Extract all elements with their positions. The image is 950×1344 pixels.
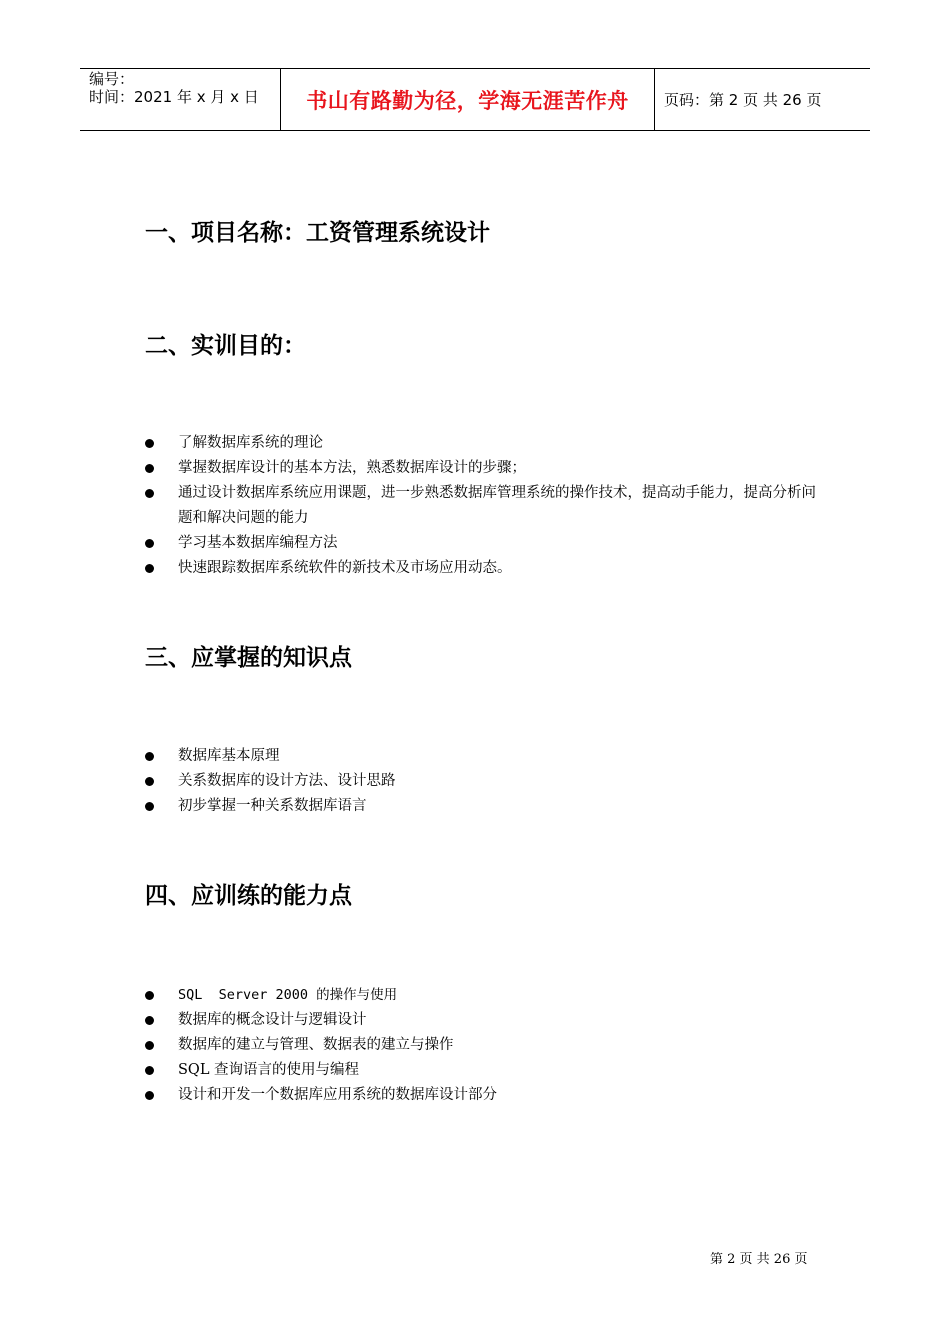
header-meta-cell [80, 69, 281, 130]
section-heading-training-goals: 二、实训目的： [145, 333, 306, 359]
knowledge-points-list [145, 744, 825, 819]
bullet-icon [145, 1091, 154, 1100]
list-item: 快速跟踪数据库系统软件的新技术及市场应用动态。 [145, 556, 825, 581]
section-heading-knowledge-points: 三、应掌握的知识点 [145, 645, 352, 671]
training-goals-list [145, 431, 825, 581]
ability-points-list [145, 983, 825, 1108]
list-item: 初步掌握一种关系数据库语言 [145, 794, 825, 819]
list-item: 数据库的建立与管理、数据表的建立与操作 [145, 1033, 825, 1058]
bullet-icon [145, 564, 154, 573]
list-item: SQL 查询语言的使用与编程 [145, 1058, 825, 1083]
bullet-icon [145, 777, 154, 786]
list-item: 掌握数据库设计的基本方法，熟悉数据库设计的步骤； [145, 456, 825, 481]
time-label: 时间：2021 年 x 月 x 日 [89, 88, 259, 106]
bullet-icon [145, 464, 154, 473]
list-item: 关系数据库的设计方法、设计思路 [145, 769, 825, 794]
bullet-icon [145, 991, 154, 1000]
list-item: 数据库基本原理 [145, 744, 825, 769]
code-label: 编号： [89, 70, 135, 88]
bullet-icon [145, 539, 154, 548]
bullet-icon [145, 489, 154, 498]
list-item: 了解数据库系统的理论 [145, 431, 825, 456]
header-page-label: 页码：第 2 页 共 26 页 [664, 91, 822, 109]
list-item: SQL Server 2000 的操作与使用 [145, 983, 825, 1008]
bullet-icon [145, 1016, 154, 1025]
list-item: 通过设计数据库系统应用课题，进一步熟悉数据库管理系统的操作技术，提高动手能力，提高分析问题和解决问题的能力 [145, 481, 825, 531]
document-header [80, 68, 870, 131]
bullet-icon [145, 439, 154, 448]
section-heading-project-name: 一、项目名称：工资管理系统设计 [145, 220, 490, 246]
list-item: 设计和开发一个数据库应用系统的数据库设计部分 [145, 1083, 825, 1108]
bullet-icon [145, 1066, 154, 1075]
list-item: 学习基本数据库编程方法 [145, 531, 825, 556]
list-item: 数据库的概念设计与逻辑设计 [145, 1008, 825, 1033]
section-heading-ability-points: 四、应训练的能力点 [145, 883, 352, 909]
page-footer: 第 2 页 共 26 页 [710, 1252, 808, 1267]
bullet-icon [145, 802, 154, 811]
header-motto: 书山有路勤为径，学海无涯苦作舟 [281, 69, 655, 130]
bullet-icon [145, 1041, 154, 1050]
bullet-icon [145, 752, 154, 761]
